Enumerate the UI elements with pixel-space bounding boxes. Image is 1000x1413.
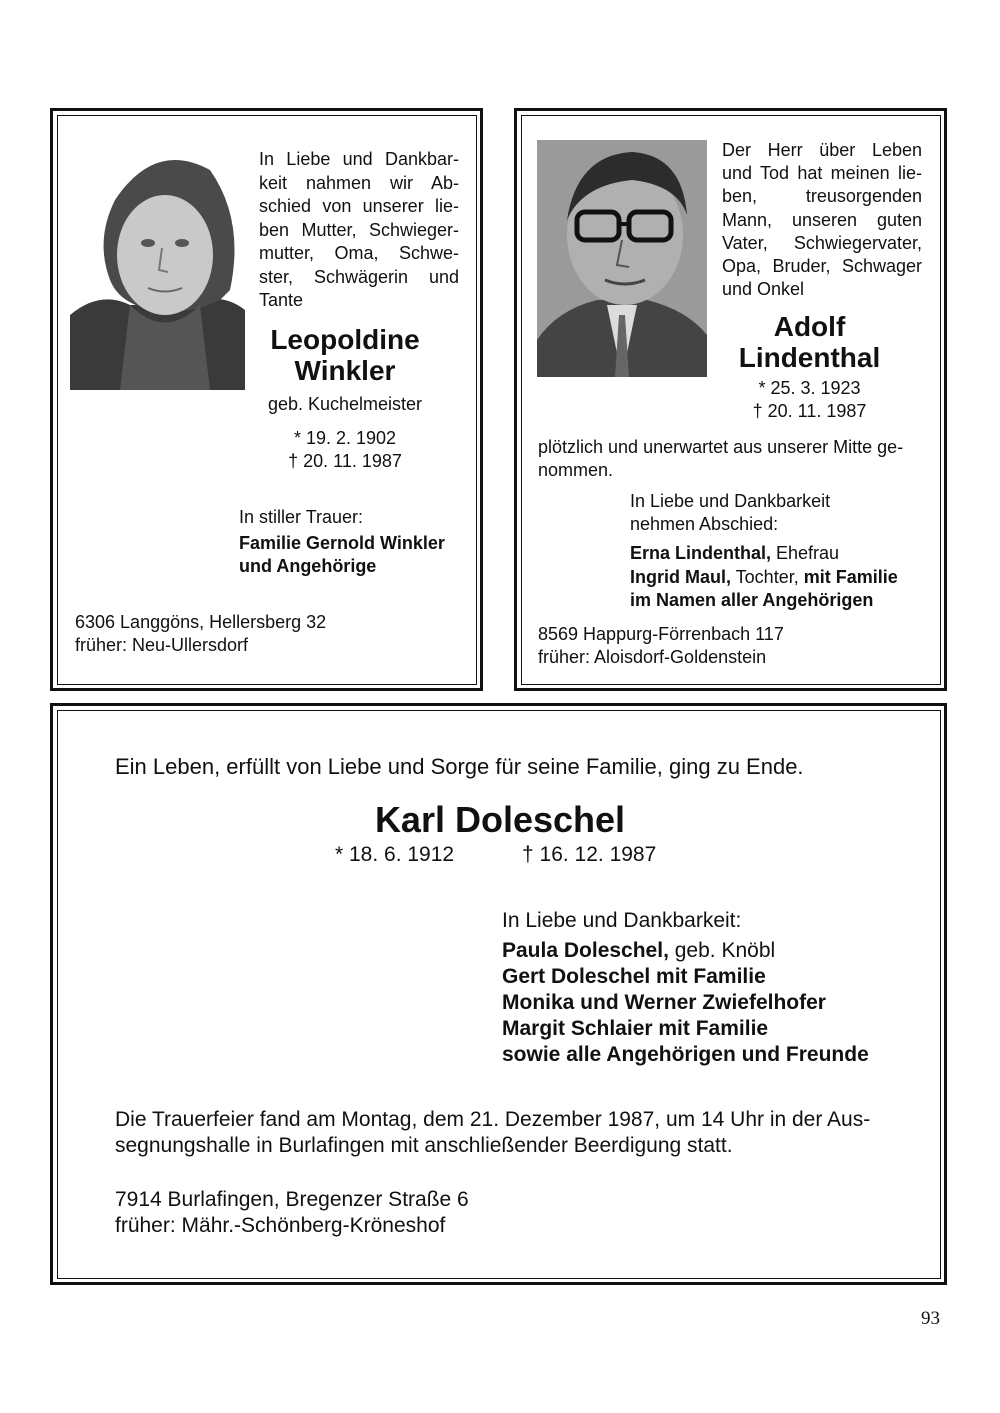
right-death-date: † 20. 11. 1987	[752, 401, 867, 421]
portrait-adolf-lindenthal	[537, 140, 707, 377]
bottom-mourner-5: sowie alle Angehörigen und Freunde	[502, 1043, 869, 1066]
bottom-mourner-1-name: Paula Doleschel,	[502, 939, 669, 962]
left-family-line-2: und Angehörige	[239, 556, 377, 576]
left-deceased-first-name: Leopoldine	[270, 324, 420, 355]
right-deceased-last-name: Lindenthal	[738, 342, 881, 373]
right-address-line-1: 8569 Happurg-Förrenbach 117	[538, 624, 784, 644]
left-mourning-label: In stiller Trauer:	[239, 507, 364, 527]
bottom-death-date: † 16. 12. 1987	[522, 843, 657, 866]
right-mourner-1-role: Ehefrau	[771, 543, 840, 563]
right-mourner-3: im Namen aller Angehörigen	[630, 590, 874, 610]
right-intro-line-4: Mann, unseren guten	[722, 209, 922, 230]
right-intro-line-2: und Tod hat meinen lie-	[722, 163, 922, 184]
right-thanks-line-1: In Liebe und Dankbarkeit	[630, 491, 831, 511]
bottom-thanks-label: In Liebe und Dankbarkeit:	[502, 909, 742, 932]
left-death-date: † 20. 11. 1987	[288, 451, 402, 471]
left-intro-line-7: Tante	[259, 290, 304, 310]
left-intro-line-2: keit nahmen wir Ab-	[259, 172, 459, 193]
left-intro-line-1: In Liebe und Dankbar-	[259, 149, 459, 169]
left-nee: geb. Kuchelmeister	[267, 394, 423, 414]
right-intro-line-5: Vater, Schwiegervater,	[722, 232, 922, 253]
right-mourner-1	[630, 543, 839, 564]
left-born-date: * 19. 2. 1902	[293, 428, 397, 448]
portrait-leopoldine-winkler	[70, 140, 245, 390]
bottom-mourner-1-extra: geb. Knöbl	[668, 939, 776, 962]
bottom-funeral-line-1: Die Trauerfeier fand am Montag, dem 21. Dezember 1987, um 14 Uhr in der Aus-	[115, 1108, 871, 1131]
right-thanks-line-2: nehmen Abschied:	[630, 514, 779, 534]
left-intro-text	[259, 148, 459, 313]
bottom-mourner-3: Monika und Werner Zwiefelhofer	[502, 991, 826, 1014]
right-intro-text	[722, 139, 922, 301]
right-intro-line-6: Opa, Bruder, Schwager	[722, 256, 922, 277]
right-sudden-line-1: plötzlich und unerwartet aus unserer Mitte ge-	[538, 437, 904, 457]
bottom-address-line-2: früher: Mähr.-Schönberg-Kröneshof	[115, 1214, 446, 1237]
right-mourner-2-extra: mit Familie	[803, 567, 898, 587]
bottom-deceased-name: Karl Doleschel	[374, 799, 626, 840]
right-mourner-1-name: Erna Lindenthal,	[630, 543, 772, 563]
left-deceased-last-name: Winkler	[294, 355, 396, 386]
bottom-address-line-1: 7914 Burlafingen, Bregenzer Straße 6	[115, 1188, 469, 1211]
left-intro-line-5: mutter, Oma, Schwe-	[259, 243, 459, 263]
left-intro-line-6: ster, Schwägerin und	[259, 266, 459, 287]
right-intro-line-1: Der Herr über Leben	[722, 140, 922, 160]
left-intro-line-4: ben Mutter, Schwieger-	[259, 219, 459, 240]
bottom-born-date: * 18. 6. 1912	[335, 843, 455, 866]
bottom-mourner-1	[502, 939, 775, 963]
right-deceased-first-name: Adolf	[773, 311, 846, 342]
left-address-line-1: 6306 Langgöns, Hellersberg 32	[75, 612, 327, 632]
right-mourner-2-role: Tochter,	[731, 567, 804, 587]
bottom-mourner-2: Gert Doleschel mit Familie	[502, 965, 766, 988]
bottom-mourner-4: Margit Schlaier mit Familie	[502, 1017, 769, 1040]
right-address-line-2: früher: Aloisdorf-Goldenstein	[538, 647, 767, 667]
left-address-line-2: früher: Neu-Ullersdorf	[75, 635, 249, 655]
left-intro-line-3: schied von unserer lie-	[259, 196, 459, 216]
page-number: 93	[921, 1308, 940, 1329]
right-mourner-2	[630, 567, 898, 588]
right-sudden-line-2: nommen.	[538, 460, 614, 480]
right-intro-line-3: ben, treusorgenden	[722, 186, 922, 207]
right-born-date: * 25. 3. 1923	[758, 378, 861, 398]
bottom-headline: Ein Leben, erfüllt von Liebe und Sorge für seine Familie, ging zu Ende.	[115, 754, 804, 779]
right-mourner-2-name: Ingrid Maul,	[630, 567, 731, 587]
bottom-funeral-line-2: segnungshalle in Burlafingen mit anschließender Beerdigung statt.	[115, 1134, 733, 1157]
left-family-line-1: Familie Gernold Winkler	[239, 533, 445, 553]
right-intro-line-7: und Onkel	[722, 279, 805, 300]
